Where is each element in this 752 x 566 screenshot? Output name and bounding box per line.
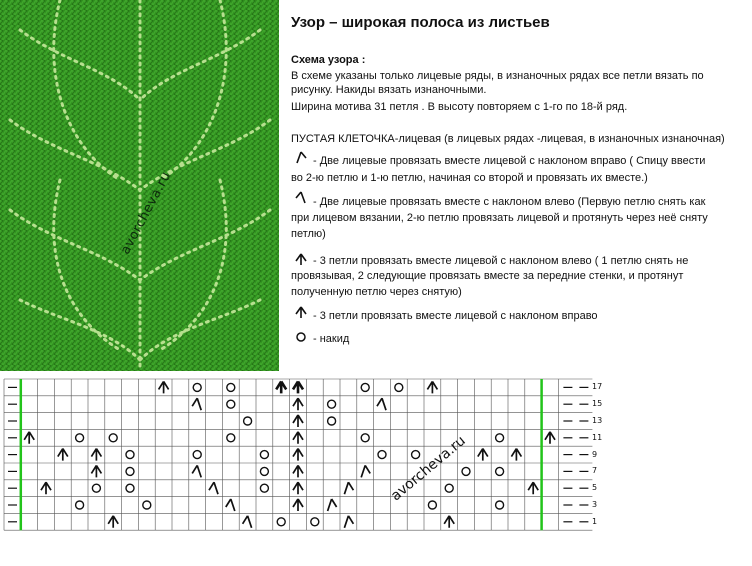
yarn-over-icon [412,451,420,459]
row-number-label: 3 [592,500,598,509]
k3tog-icon [444,516,454,528]
yarn-over-icon [496,434,504,442]
k3tog-icon [41,482,51,494]
row-number-label: 9 [592,449,598,459]
yarn-over-icon [496,501,504,509]
k2tog-left-icon [377,398,386,410]
yarn-over-icon [143,501,151,509]
yarn-over-icon [428,501,436,509]
legend-text: при лицевом вязании, 2-ю петлю провязать лицевой и протянуть через неё сняту [291,212,708,224]
k2tog-left-icon [294,190,308,204]
k2tog-right-icon [344,516,353,528]
legend-text: петлю) [291,228,326,240]
k2tog-right-icon [361,465,370,477]
legend-text: полученную петлю через снятую) [291,286,462,298]
legend-text: - накид [313,333,350,345]
k3tog-icon [427,381,437,393]
k2tog-right-icon [328,499,337,511]
row-number-label: 5 [592,483,598,493]
k2tog-right-icon [344,482,353,494]
yarn-over-icon [361,434,369,442]
yarn-over-icon [227,383,235,391]
k3tog-icon [293,381,303,393]
legend-text: - Две лицевые провязать вместе с наклоном влево (Первую петлю снять как [313,196,706,208]
row-number-label: 13 [592,416,603,425]
yarn-over-icon [496,467,504,475]
legend-text: - Две лицевые провязать вместе лицевой с наклоном вправо ( Спицу ввести [313,155,706,167]
legend-text: провязывая, 2 следующие провязать вместе за передние стенки, и протянут [291,270,684,282]
k3tog-icon [293,482,303,494]
k3tog-icon [91,449,101,461]
yarn-over-icon [395,383,403,391]
k2tog-left-icon [209,482,218,494]
row-number-label: 1 [592,516,598,526]
row-number-label: 15 [592,399,603,409]
k3tog-icon [545,432,555,444]
empty-cell-description: ПУСТАЯ КЛЕТОЧКА-лицевая (в лицевых рядах -лицевая, в изнаночных изнаночная) [291,133,725,145]
yarn-over-icon [260,484,268,492]
k3tog-icon [58,449,68,461]
k3tog-icon [528,482,538,494]
yarn-over-icon [462,467,470,475]
legend-text: - 3 петли провязать вместе лицевой с наклоном влево ( 1 петлю снять не [313,255,689,267]
k3tog-icon [159,381,169,393]
k2tog-left-icon [226,499,235,511]
yarn-over-icon [193,451,201,459]
legend-text: во 2-ю петлю и 1-ю петлю, начиная со второй и провязать их вместе.) [291,172,648,184]
k3tog-icon [91,465,101,477]
yarn-over-icon [227,400,235,408]
row-number-label: 11 [592,432,603,442]
k3tog-icon [293,499,303,511]
yarn-over-icon [328,400,336,408]
yarn-over-icon [92,484,100,492]
k3tog-icon [293,465,303,477]
scheme-heading: Схема узора : [291,54,366,66]
yarn-over-icon [76,434,84,442]
yarn-over-icon [260,451,268,459]
knitted-sample-photo [0,0,279,371]
yarn-over-icon [126,484,134,492]
page-title: Узор – широкая полоса из листьев [291,14,550,31]
yarn-over-icon [227,434,235,442]
k3tog-icon [478,449,488,461]
k3tog-icon [293,398,303,410]
k3tog-icon [293,415,303,427]
k3tog-left-icon [294,252,308,266]
photo-watermark: avorcheva.ru [118,169,175,258]
k3tog-icon [293,449,303,461]
legend-text: - 3 петли провязать вместе лицевой с наклоном вправо [313,310,598,322]
yarn-over-icon [311,518,319,526]
knitting-chart [0,375,610,535]
description-panel [291,0,752,370]
description-line: Ширина мотива 31 петля . В высоту повторяем с 1-го по 18-й ряд. [291,101,628,113]
yarn-over-icon [109,434,117,442]
yarn-over-icon [244,417,252,425]
yarn-over-icon [328,417,336,425]
yarn-over-icon [76,501,84,509]
yarn-over-icon [126,467,134,475]
k2tog-left-icon [243,516,252,528]
k2tog-left-icon [192,465,201,477]
k2tog-left-icon [192,398,201,410]
description-line: рисунку. Накиды вязать изнаночными. [291,84,487,96]
yarn-over-icon [277,518,285,526]
k3tog-right-icon [294,305,308,319]
row-number-label: 7 [592,466,598,476]
k3tog-icon [511,449,521,461]
yarn-over-icon [361,383,369,391]
yarn-over-icon [378,451,386,459]
yarn-over-icon [126,451,134,459]
row-number-label: 17 [592,382,603,392]
yarn-over-icon [193,383,201,391]
yarn-over-icon [294,330,308,344]
yarn-over-icon [260,467,268,475]
k3tog-icon [276,381,286,393]
description-line: В схеме указаны только лицевые ряды, в изнаночных рядах все петли вязать по [291,70,704,82]
k2tog-right-icon [294,150,308,164]
k3tog-icon [24,432,34,444]
k3tog-icon [108,516,118,528]
k3tog-icon [293,432,303,444]
chart-watermark: avorcheva.ru [388,432,469,505]
yarn-over-icon [445,484,453,492]
